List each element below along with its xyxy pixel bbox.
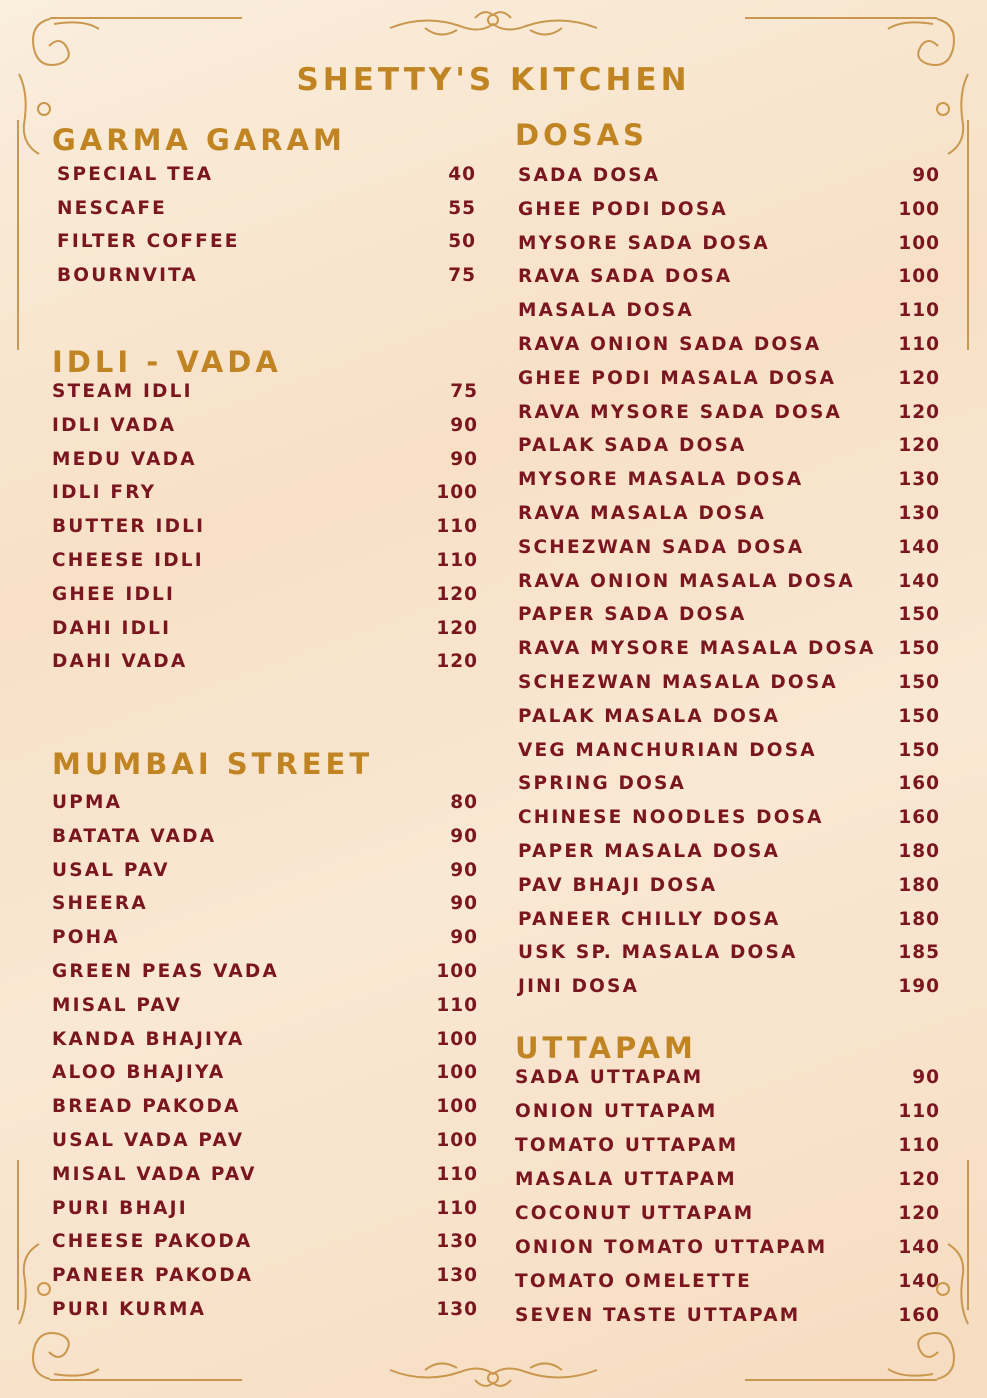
menu-item-name: RAVA ONION SADA DOSA — [518, 334, 822, 355]
menu-item-price: 120 — [898, 1169, 940, 1190]
menu-item-price: 130 — [898, 503, 940, 524]
menu-item-price: 120 — [436, 583, 478, 605]
menu-item-name: MASALA DOSA — [518, 300, 694, 322]
menu-item-name: RAVA MASALA DOSA — [518, 503, 766, 524]
menu-item-name: BOURNVITA — [57, 265, 199, 287]
menu-item-price: 50 — [448, 231, 476, 253]
menu-item-name: RAVA MYSORE SADA DOSA — [518, 401, 842, 423]
menu-item-price: 100 — [436, 482, 478, 504]
menu-item-name: PAV BHAJI DOSA — [518, 874, 718, 896]
menu-item-name: COCONUT UTTAPAM — [515, 1203, 755, 1224]
menu-item-price: 160 — [898, 773, 940, 795]
menu-item-price: 110 — [898, 1101, 940, 1122]
section-heading-dosas: DOSAS — [515, 118, 648, 152]
menu-item-name: SCHEZWAN MASALA DOSA — [518, 672, 838, 693]
menu-item-price: 110 — [436, 550, 478, 571]
menu-item-name: MYSORE MASALA DOSA — [518, 469, 804, 491]
section-heading-mumbai: MUMBAI STREET — [52, 747, 374, 781]
section-heading-idli: IDLI - VADA — [52, 345, 282, 379]
menu-item-name: DAHI VADA — [52, 651, 188, 673]
menu-item-name: USAL PAV — [52, 859, 170, 881]
menu-item-price: 55 — [448, 197, 476, 219]
menu-item-name: PURI BHAJI — [52, 1197, 188, 1219]
menu-item-price: 90 — [912, 1067, 940, 1088]
menu-item-name: MASALA UTTAPAM — [515, 1169, 737, 1190]
menu-item-price: 150 — [898, 672, 940, 693]
menu-item-price: 150 — [898, 604, 940, 626]
menu-item-price: 140 — [898, 1271, 940, 1292]
menu-item-price: 90 — [450, 414, 478, 436]
menu-item-price: 120 — [436, 617, 478, 639]
menu-item-price: 110 — [898, 300, 940, 322]
menu-item-name: CHINESE NOODLES DOSA — [518, 807, 824, 829]
menu-item-name: RAVA SADA DOSA — [518, 266, 733, 288]
menu-item-price: 185 — [898, 942, 940, 964]
menu-item-price: 80 — [450, 792, 478, 813]
menu-item-name: FILTER COFFEE — [57, 231, 240, 253]
menu-item-price: 100 — [436, 1130, 478, 1151]
menu-item-name: MISAL PAV — [52, 994, 183, 1016]
menu-item-name: USAL VADA PAV — [52, 1130, 245, 1151]
menu-item-price: 160 — [898, 807, 940, 829]
menu-item-name: DAHI IDLI — [52, 617, 172, 639]
menu-item-name: IDLI VADA — [52, 414, 177, 436]
menu-item-name: ALOO BHAJIYA — [52, 1062, 226, 1084]
menu-item-name: PALAK SADA DOSA — [518, 435, 747, 457]
menu-item-name: MEDU VADA — [52, 448, 197, 470]
menu-item-price: 100 — [898, 266, 940, 288]
menu-item-name: BATATA VADA — [52, 825, 217, 847]
menu-item-price: 100 — [898, 198, 940, 220]
menu-item-name: GHEE PODI MASALA DOSA — [518, 367, 837, 389]
menu-item-price: 160 — [898, 1305, 940, 1326]
menu-item-price: 100 — [898, 232, 940, 254]
menu-item-price: 120 — [898, 435, 940, 457]
menu-item-name: POHA — [52, 927, 120, 949]
menu-item-price: 130 — [898, 469, 940, 491]
menu-item-price: 130 — [436, 1231, 478, 1253]
menu-item-name: TOMATO UTTAPAM — [515, 1135, 739, 1156]
menu-item-name: VEG MANCHURIAN DOSA — [518, 739, 817, 761]
menu-item-price: 150 — [898, 739, 940, 761]
menu-item-price: 110 — [898, 1135, 940, 1156]
menu-item-price: 180 — [898, 841, 940, 862]
menu-item-price: 120 — [898, 367, 940, 389]
menu-item-price: 110 — [436, 516, 478, 538]
menu-item-name: KANDA BHAJIYA — [52, 1028, 245, 1050]
menu-item-price: 140 — [898, 570, 940, 592]
menu-item-price: 110 — [898, 334, 940, 355]
menu-item-name: PALAK MASALA DOSA — [518, 705, 781, 727]
menu-item-price: 40 — [448, 164, 476, 185]
menu-item-name: SADA UTTAPAM — [515, 1067, 704, 1088]
menu-item-name: CHEESE IDLI — [52, 550, 204, 571]
menu-item-name: PAPER MASALA DOSA — [518, 841, 781, 862]
menu-item-price: 180 — [898, 908, 940, 930]
menu-item-name: BUTTER IDLI — [52, 516, 206, 538]
menu-item-price: 110 — [436, 1163, 478, 1185]
menu-item-price: 190 — [898, 976, 940, 998]
menu-item-price: 90 — [450, 825, 478, 847]
menu-item-price: 90 — [450, 893, 478, 915]
menu-item-price: 150 — [898, 705, 940, 727]
flourish-bottom-icon — [385, 1352, 602, 1392]
menu-item-name: SADA DOSA — [518, 165, 661, 186]
menu-item-price: 90 — [450, 859, 478, 881]
menu-item-price: 120 — [898, 401, 940, 423]
section-heading-uttapam: UTTAPAM — [515, 1031, 697, 1065]
menu-item-name: BREAD PAKODA — [52, 1096, 241, 1118]
menu-item-name: NESCAFE — [57, 197, 168, 219]
menu-item-name: GHEE PODI DOSA — [518, 198, 728, 220]
menu-item-name: GHEE IDLI — [52, 583, 176, 605]
menu-item-name: SHEERA — [52, 893, 148, 915]
menu-item-price: 150 — [898, 638, 940, 660]
menu-item-name: SPRING DOSA — [518, 773, 687, 795]
menu-item-name: PANEER PAKODA — [52, 1265, 254, 1287]
menu-item-price: 90 — [912, 165, 940, 186]
menu-item-name: MYSORE SADA DOSA — [518, 232, 770, 254]
menu-item-name: JINI DOSA — [518, 976, 640, 998]
menu-item-price: 140 — [898, 1237, 940, 1258]
menu-item-price: 90 — [450, 927, 478, 949]
menu-item-name: SPECIAL TEA — [57, 164, 214, 185]
menu-item-price: 110 — [436, 1197, 478, 1219]
menu-item-name: UPMA — [52, 792, 123, 813]
menu-item-price: 180 — [898, 874, 940, 896]
menu-item-name: ONION TOMATO UTTAPAM — [515, 1237, 828, 1258]
restaurant-title: SHETTY'S KITCHEN — [296, 62, 691, 98]
menu-item-name: SEVEN TASTE UTTAPAM — [515, 1305, 801, 1326]
flourish-top-icon — [385, 6, 602, 46]
section-heading-garma: GARMA GARAM — [52, 123, 346, 157]
menu-item-name: PURI KURMA — [52, 1299, 207, 1320]
menu-item-price: 100 — [436, 1028, 478, 1050]
menu-item-price: 130 — [436, 1299, 478, 1320]
menu-item-price: 100 — [436, 1062, 478, 1084]
menu-item-price: 75 — [450, 381, 478, 402]
menu-item-name: PAPER SADA DOSA — [518, 604, 747, 626]
menu-item-name: PANEER CHILLY DOSA — [518, 908, 781, 930]
menu-item-name: ONION UTTAPAM — [515, 1101, 718, 1122]
menu-item-price: 100 — [436, 961, 478, 982]
menu-item-name: TOMATO OMELETTE — [515, 1271, 752, 1292]
menu-item-price: 130 — [436, 1265, 478, 1287]
menu-item-price: 110 — [436, 994, 478, 1016]
menu-item-name: RAVA MYSORE MASALA DOSA — [518, 638, 876, 660]
menu-item-name: IDLI FRY — [52, 482, 157, 504]
menu-item-price: 75 — [448, 265, 476, 287]
menu-item-name: STEAM IDLI — [52, 381, 193, 402]
menu-item-price: 90 — [450, 448, 478, 470]
menu-item-name: USK SP. MASALA DOSA — [518, 942, 798, 964]
menu-item-price: 100 — [436, 1096, 478, 1118]
menu-item-price: 140 — [898, 536, 940, 558]
menu-item-name: SCHEZWAN SADA DOSA — [518, 536, 805, 558]
menu-item-price: 120 — [436, 651, 478, 673]
menu-item-name: MISAL VADA PAV — [52, 1163, 257, 1185]
menu-item-name: RAVA ONION MASALA DOSA — [518, 570, 855, 592]
menu-item-price: 120 — [898, 1203, 940, 1224]
menu-item-name: CHEESE PAKODA — [52, 1231, 253, 1253]
menu-item-name: GREEN PEAS VADA — [52, 961, 279, 982]
